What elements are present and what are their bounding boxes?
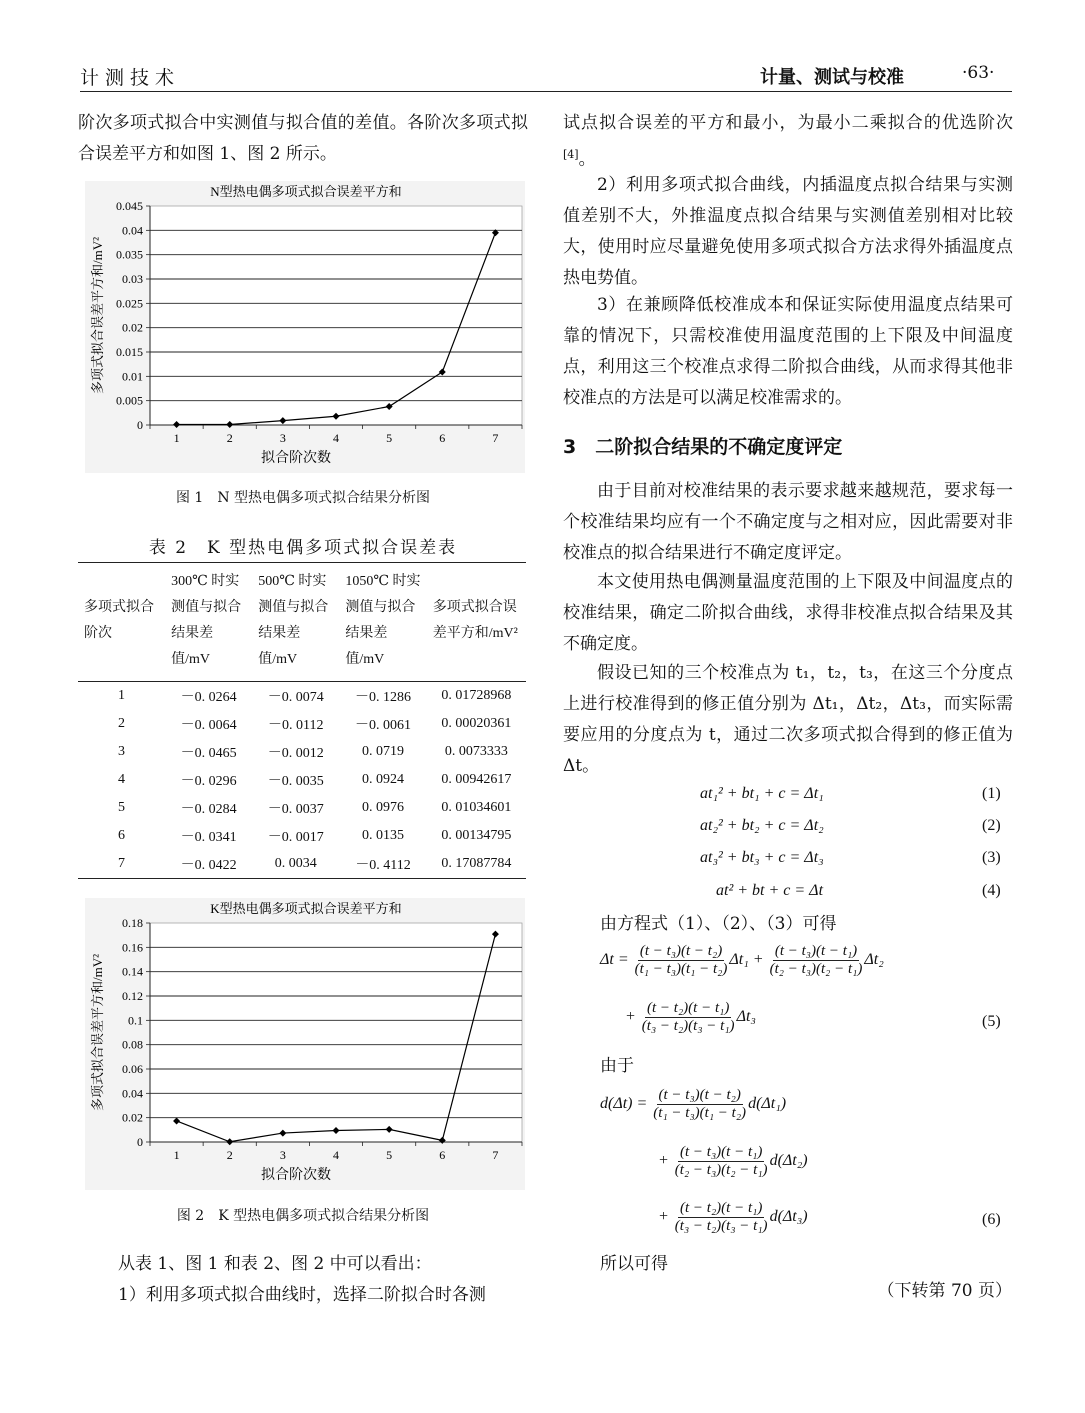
table-cell: 1 — [118, 688, 126, 703]
table-cell: 0. 17087784 — [441, 856, 512, 871]
table-2 — [78, 562, 526, 879]
since-label: 由于 — [600, 1056, 634, 1076]
right-paragraph-3: 3）在兼顾降低校准成本和保证实际使用温度点结果可靠的情况下，只需校准使用温度范围的上下限及中间温度点，利用这三个校准点求得二阶拟合曲线，从而求得其他非校准点的方法是可以满足校准需求的。 — [563, 295, 1013, 408]
y-tick-label: 0.16 — [122, 940, 143, 955]
x-tick-label: 5 — [386, 431, 393, 445]
x-axis-label: 拟合阶次数 — [261, 451, 331, 466]
x-tick-label: 2 — [226, 1148, 233, 1162]
equation-2: at₂² + bt₂ + c = Δt₂ — [700, 817, 824, 834]
figure-2-caption: 图 2 K 型热电偶多项式拟合结果分析图 — [176, 1208, 430, 1224]
eq6-fraction-1 — [651, 1087, 748, 1122]
equation-4-number: (4) — [982, 882, 1001, 899]
table-cell: －0. 0112 — [268, 718, 324, 733]
table-cell: －0. 0465 — [180, 746, 237, 761]
x-tick-label: 1 — [173, 431, 180, 445]
table-cell: 0. 0135 — [362, 828, 405, 843]
table-cell: －0. 1286 — [355, 690, 412, 705]
table-cell: －0. 0284 — [180, 802, 237, 817]
eq6-den-1: (t₁ − t₃)(t₁ − t₂) — [653, 1105, 747, 1121]
x-tick-label: 7 — [492, 431, 499, 445]
y-tick-label: 0.04 — [122, 1086, 143, 1101]
equation-2-number: (2) — [982, 817, 1001, 834]
figure-1-caption: 图 1 N 型热电偶多项式拟合结果分析图 — [175, 490, 431, 506]
equation-1: at₁² + bt₁ + c = Δt₁ — [700, 785, 824, 802]
table-cell: －0. 0296 — [180, 774, 237, 789]
table-cell: －0. 0341 — [180, 830, 237, 845]
section-title: 二阶拟合结果的不确定度评定 — [595, 436, 843, 458]
eq5-num-2: (t − t₃)(t − t₁) — [774, 943, 858, 959]
table-cell: －0. 0422 — [180, 858, 237, 873]
table-header-sse: 多项式拟合误差平方和/mV² — [432, 600, 518, 641]
table-cell: 0. 01728968 — [441, 688, 512, 703]
x-tick-label: 3 — [279, 1148, 286, 1162]
x-tick-label: 3 — [279, 431, 286, 445]
y-tick-label: 0.14 — [122, 964, 143, 979]
table-cell: 7 — [118, 856, 126, 871]
eq6-num-2: (t − t₃)(t − t₁) — [680, 1144, 763, 1160]
table-cell: 0. 00134795 — [441, 828, 512, 843]
y-tick-label: 0.005 — [116, 393, 143, 408]
eq5-den-1: (t₁ − t₃)(t₁ − t₂) — [634, 961, 728, 977]
x-tick-label: 6 — [439, 431, 446, 445]
figure-2-chart — [84, 897, 529, 1192]
y-tick-label: 0.045 — [116, 199, 143, 213]
citation-ref: [4] — [563, 148, 579, 161]
equation-4: at² + bt + c = Δt — [716, 882, 824, 899]
y-tick-label: 0.015 — [116, 345, 143, 359]
x-tick-label: 4 — [333, 1148, 339, 1162]
derivation-lead: 由方程式（1）、（2）、（3）可得 — [600, 914, 837, 934]
eq6-fraction-2 — [673, 1144, 770, 1179]
eq5-num-1: (t − t₃)(t − t₂) — [639, 943, 723, 959]
equation-6-line-3 — [658, 1200, 808, 1235]
y-axis-label: 多项式拟合误差平方和/mV² — [90, 953, 105, 1112]
table-2-title: 表 2 K 型热电偶多项式拟合误差表 — [148, 538, 458, 558]
table-cell: 2 — [118, 716, 126, 731]
table-row — [78, 794, 526, 822]
equation-1-number: (1) — [982, 785, 1001, 802]
right-paragraph-5: 本文使用热电偶测量温度范围的上下限及中间温度点的校准结果，确定二阶拟合曲线，求得非校准点拟合结果及其不确定度。 — [563, 572, 1013, 654]
table-header-order: 多项式拟合阶次 — [84, 600, 154, 641]
y-tick-label: 0.03 — [122, 272, 143, 286]
y-tick-label: 0 — [137, 1135, 143, 1149]
eq5-den-2: (t₂ − t₃)(t₂ − t₁) — [769, 961, 863, 977]
y-tick-label: 0.02 — [122, 1110, 143, 1125]
x-tick-label: 5 — [386, 1148, 393, 1162]
eq5-term-2: Δt₂ — [864, 951, 884, 969]
equation-5-line-1 — [600, 943, 884, 978]
equation-6-line-2 — [658, 1144, 808, 1179]
eq5-fraction-2 — [768, 943, 865, 978]
equation-3: at₃² + bt₃ + c = Δt₃ — [700, 849, 824, 866]
table-cell: 0. 0719 — [362, 744, 405, 759]
table-cell: 3 — [118, 744, 126, 759]
x-tick-label: 2 — [226, 431, 233, 445]
equation-3-number: (3) — [982, 849, 1001, 866]
table-cell: 0. 01034601 — [441, 800, 512, 815]
table-cell: －0. 0035 — [267, 774, 324, 789]
y-axis-label: 多项式拟合误差平方和/mV² — [90, 236, 105, 395]
eq6-term-2: d(Δt₂) — [769, 1152, 808, 1170]
continued-note: （下转第 70 页） — [877, 1281, 1012, 1301]
y-tick-label: 0 — [137, 418, 143, 432]
eq5-num-3: (t − t₂)(t − t₁) — [647, 1000, 730, 1016]
chart-title: N型热电偶多项式拟合误差平方和 — [210, 184, 402, 199]
table-cell: －0. 0264 — [180, 690, 237, 705]
table-row — [78, 766, 526, 794]
eq6-plus-2: + — [658, 1152, 669, 1170]
table-row — [78, 822, 526, 850]
y-tick-label: 0.035 — [116, 247, 143, 262]
table-cell: －0. 0037 — [267, 802, 324, 817]
x-tick-label: 7 — [492, 1148, 499, 1162]
y-tick-label: 0.08 — [122, 1037, 143, 1052]
conclusion-item-1: 1）利用多项式拟合曲线时，选择二阶拟合时各测 — [118, 1285, 486, 1305]
y-tick-label: 0.18 — [122, 916, 143, 930]
right-paragraph-1 — [563, 108, 1013, 176]
eq5-term-1: Δt₁ + — [729, 951, 764, 969]
table-cell: 0. 0073333 — [444, 744, 508, 759]
page-number: ·63· — [962, 63, 995, 83]
y-tick-label: 0.12 — [122, 989, 143, 1003]
plot-area — [150, 206, 522, 425]
intro-paragraph: 阶次多项式拟合中实测值与拟合值的差值。各阶次多项式拟合误差平方和如图 1、图 2 所示。 — [78, 113, 528, 164]
eq5-fraction-3 — [640, 1000, 737, 1035]
table-row — [78, 850, 526, 879]
y-tick-label: 0.06 — [122, 1062, 143, 1076]
table-header-300c: 300℃ 时实测值与拟合结果差值/mV — [171, 574, 242, 667]
table-cell: －0. 0017 — [267, 830, 324, 845]
table-cell: －0. 4112 — [355, 858, 411, 873]
table-row — [78, 738, 526, 766]
eq6-lhs: d(Δt) = — [600, 1095, 648, 1113]
table-cell: 0. 0034 — [274, 856, 317, 871]
eq6-den-2: (t₂ − t₃)(t₂ − t₁) — [674, 1162, 768, 1178]
figure-1-chart — [84, 180, 529, 475]
table-cell: 0. 0976 — [362, 800, 405, 815]
right-p1-end: 。 — [578, 149, 596, 170]
right-paragraph-6: 假设已知的三个校准点为 t₁，t₂，t₃，在这三个分度点上进行校准得到的修正值分别为 Δt₁，Δt₂，Δt₃，而实际需要应用的分度点为 t，通过二次多项式拟合得到的修正值为 Δt。 — [563, 663, 1013, 776]
eq6-fraction-3 — [673, 1200, 770, 1235]
table-cell: 0. 00942617 — [441, 772, 512, 787]
eq6-num-1: (t − t₃)(t − t₂) — [658, 1087, 741, 1103]
section-number: 3 — [563, 436, 577, 458]
x-tick-label: 4 — [333, 431, 339, 445]
table-cell: －0. 0061 — [355, 718, 412, 733]
eq6-plus-3: + — [658, 1208, 669, 1226]
eq6-num-3: (t − t₂)(t − t₁) — [680, 1200, 763, 1216]
y-tick-label: 0.025 — [116, 296, 143, 311]
y-tick-label: 0.02 — [122, 320, 143, 335]
equation-5-line-2 — [625, 1000, 756, 1035]
table-cell: －0. 0012 — [267, 746, 324, 761]
table-cell: 0. 0924 — [362, 772, 405, 787]
eq5-fraction-1 — [633, 943, 730, 978]
table-cell: 5 — [118, 800, 126, 815]
conclusion-lead: 从表 1、图 1 和表 2、图 2 中可以看出： — [118, 1254, 432, 1274]
table-cell: 4 — [118, 772, 126, 787]
table-cell: －0. 0064 — [180, 718, 237, 733]
table-body — [78, 682, 526, 879]
table-row — [78, 710, 526, 738]
therefore-label: 所以可得 — [600, 1254, 668, 1274]
x-tick-label: 6 — [439, 1148, 446, 1162]
right-paragraph-4: 由于目前对校准结果的表示要求越来越规范，要求每一个校准结果均应有一个不确定度与之相对应，因此需要对非校准点的拟合结果进行不确定度评定。 — [563, 481, 1013, 563]
y-tick-label: 0.1 — [128, 1013, 143, 1028]
y-tick-label: 0.04 — [122, 223, 143, 238]
eq6-term-3: d(Δt₃) — [769, 1208, 808, 1226]
equation-6-number: (6) — [982, 1211, 1001, 1228]
eq5-den-3: (t₃ − t₂)(t₃ − t₁) — [641, 1018, 735, 1034]
journal-name: 计测技术 — [80, 67, 181, 89]
table-row — [78, 682, 526, 711]
plot-area — [150, 923, 522, 1142]
eq5-term-3: Δt₃ — [736, 1008, 756, 1026]
eq5-lhs: Δt = — [600, 951, 629, 969]
right-p1-text: 试点拟合误差的平方和最小，为最小二乘拟合的优选阶次 — [563, 113, 1013, 133]
eq6-term-1: d(Δt₁) — [748, 1095, 787, 1113]
x-axis-label: 拟合阶次数 — [261, 1168, 331, 1183]
eq6-den-3: (t₃ − t₂)(t₃ − t₁) — [674, 1218, 768, 1234]
table-cell: 0. 00020361 — [441, 716, 512, 731]
chart-title: K型热电偶多项式拟合误差平方和 — [210, 901, 402, 916]
section-name: 计量、测试与校准 — [760, 67, 904, 88]
header-rule — [80, 91, 1012, 92]
table-header-1050c: 1050℃ 时实测值与拟合结果差值/mV — [345, 574, 421, 667]
table-header-500c: 500℃ 时实测值与拟合结果差值/mV — [258, 574, 329, 667]
table-cell: －0. 0074 — [267, 690, 324, 705]
table-cell: 6 — [118, 828, 126, 843]
section-heading — [563, 432, 842, 459]
equation-5-number: (5) — [982, 1013, 1001, 1030]
y-tick-label: 0.01 — [122, 369, 143, 384]
equation-6-line-1 — [600, 1087, 786, 1122]
x-tick-label: 1 — [173, 1148, 180, 1162]
right-paragraph-2: 2）利用多项式拟合曲线，内插温度点拟合结果与实测值差别不大，外推温度点拟合结果与实测值差别相对比较大，使用时应尽量避免使用多项式拟合方法求得外插温度点热电势值。 — [563, 175, 1013, 288]
eq5-plus: + — [625, 1008, 636, 1026]
